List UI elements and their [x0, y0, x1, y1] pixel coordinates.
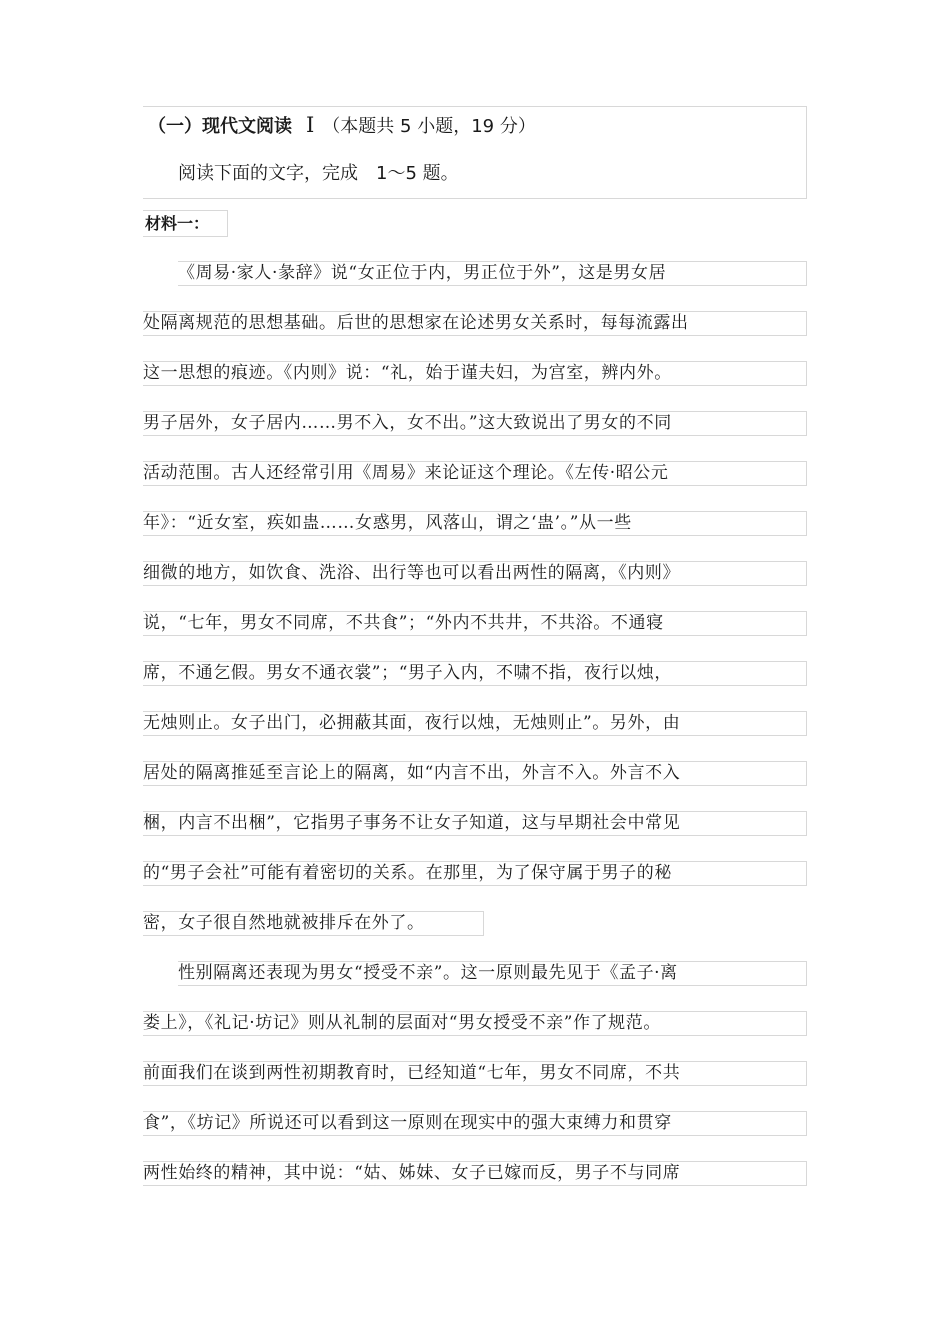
text-line: 两性始终的精神，其中说：“姑、姊妹、女子已嫁而反，男子不与同席 [143, 1161, 807, 1186]
section-note: （本题共 5 小题，19 分） [322, 116, 536, 137]
text-line: 细微的地方，如饮食、洗浴、出行等也可以看出两性的隔离，《内则》 [143, 561, 807, 586]
text-line: 无烛则止。女子出门，必拥蔽其面，夜行以烛，无烛则止”。另外，由 [143, 711, 807, 736]
text-line: 梱，内言不出梱”，它指男子事务不让女子知道，这与早期社会中常见 [143, 811, 807, 836]
text-line: 处隔离规范的思想基础。后世的思想家在论述男女关系时，每每流露出 [143, 311, 807, 336]
text-line: 席，不通乞假。男女不通衣裳”；“男子入内，不啸不指，夜行以烛， [143, 661, 807, 686]
text-line: 活动范围。古人还经常引用《周易》来论证这个理论。《左传·昭公元 [143, 461, 807, 486]
text-line: 性别隔离还表现为男女“授受不亲”。这一原则最先见于《孟子·离 [178, 961, 807, 986]
text-line: 居处的隔离推延至言论上的隔离，如“内言不出，外言不入。外言不入 [143, 761, 807, 786]
text-line: 娄上》，《礼记·坊记》则从礼制的层面对“男女授受不亲”作了规范。 [143, 1011, 807, 1036]
section-title [148, 111, 536, 141]
text-line: 前面我们在谈到两性初期教育时，已经知道“七年，男女不同席，不共 [143, 1061, 807, 1086]
text-line: 食”，《坊记》所说还可以看到这一原则在现实中的强大束缚力和贯穿 [143, 1111, 807, 1136]
text-line: 密，女子很自然地就被排斥在外了。 [143, 911, 484, 936]
reading-instruction: 阅读下面的文字，完成 1～5 题。 [178, 163, 459, 184]
text-line: 这一思想的痕迹。《内则》说：“礼，始于谨夫妇，为宫室，辨内外。 [143, 361, 807, 386]
text-line: 说，“七年，男女不同席，不共食”；“外内不共井，不共浴。不通寝 [143, 611, 807, 636]
text-line: 年》：“近女室，疾如蛊……女惑男，风落山，谓之‘蛊’。”从一些 [143, 511, 807, 536]
text-line: 《周易·家人·彖辞》说“女正位于内，男正位于外”，这是男女居 [178, 261, 807, 286]
section-title-text: （一）现代文阅读 [148, 116, 292, 137]
text-line: 的“男子会社”可能有着密切的关系。在那里，为了保守属于男子的秘 [143, 861, 807, 886]
material-label: 材料一： [143, 210, 228, 237]
text-line: 男子居外，女子居内……男不入，女不出。”这大致说出了男女的不同 [143, 411, 807, 436]
section-roman-numeral: Ⅰ [306, 113, 315, 137]
